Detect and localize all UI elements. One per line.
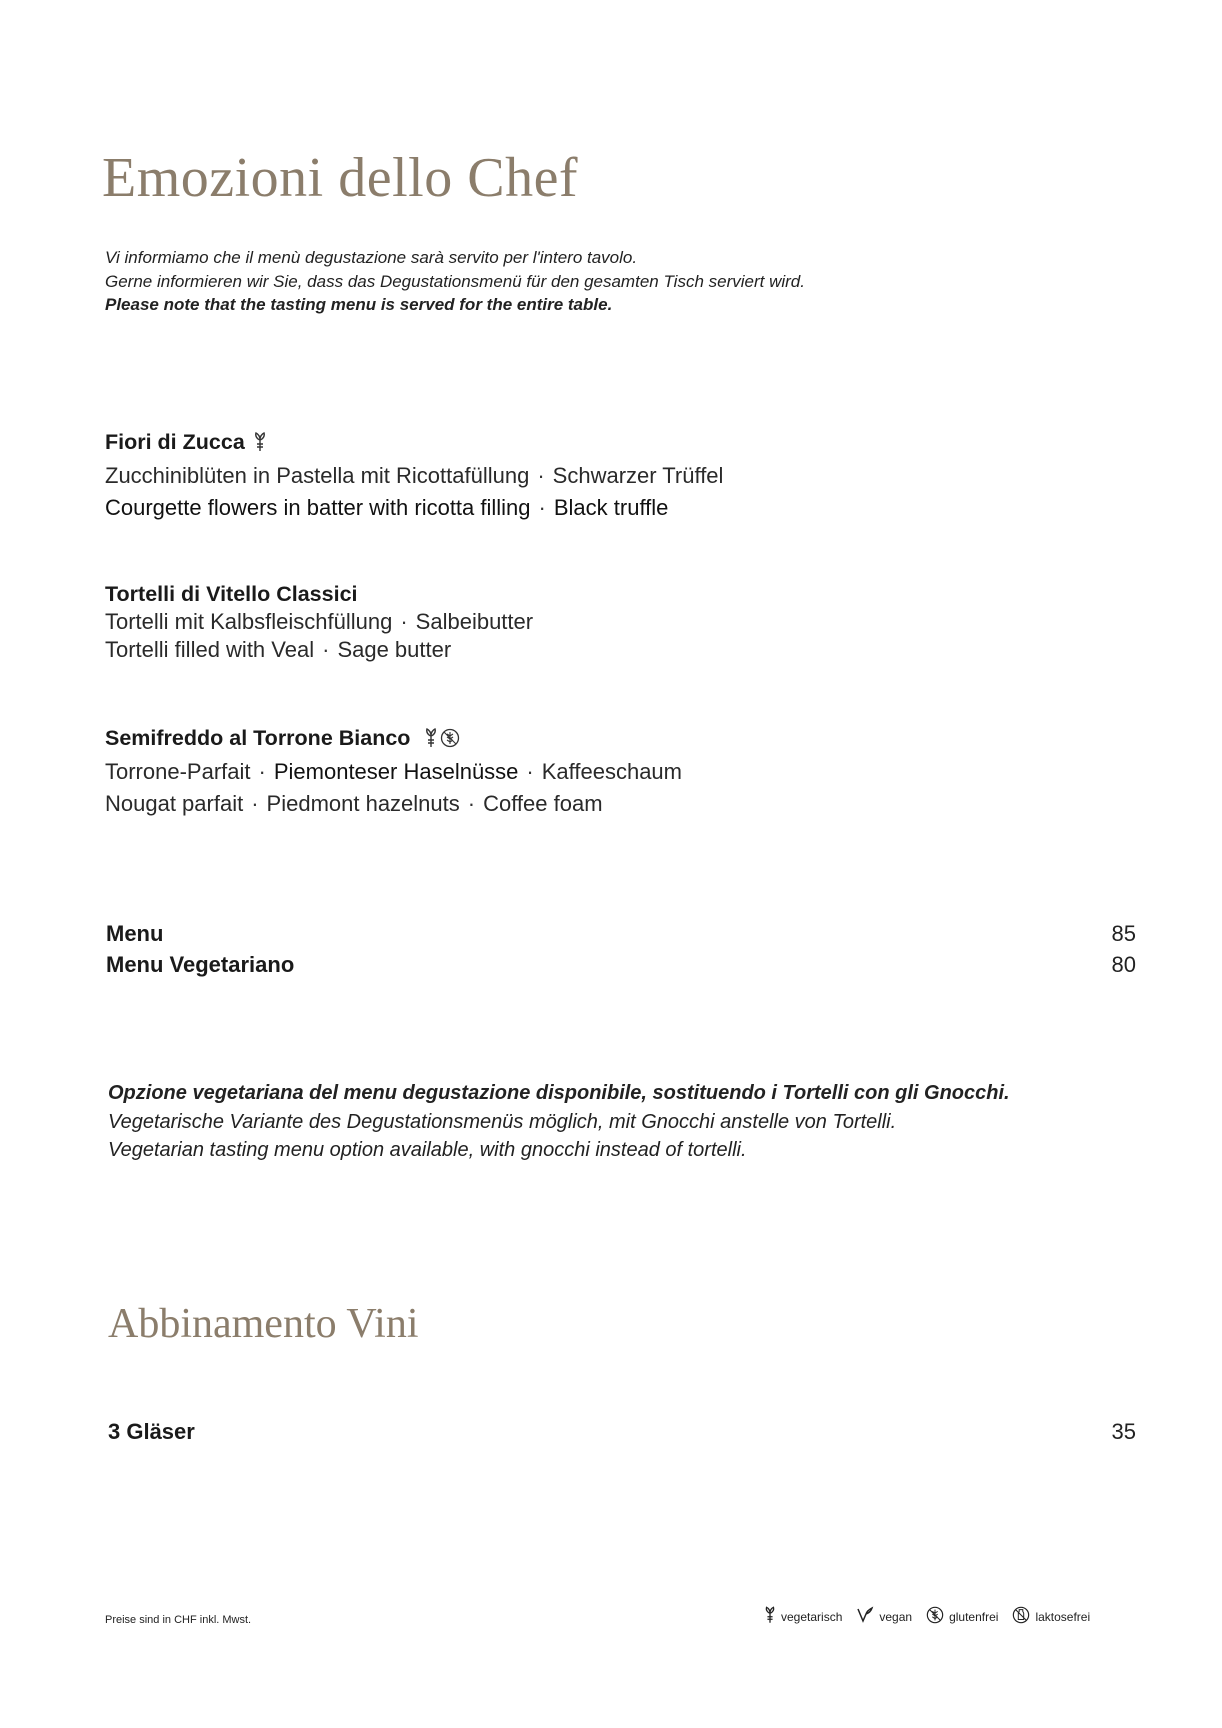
dish-desc-en: Nougat parfait xyxy=(105,791,244,816)
dish-desc-de: Salbeibutter xyxy=(415,609,534,634)
gluten-free-icon xyxy=(926,1606,949,1627)
vegan-icon xyxy=(856,1606,879,1627)
dish-name: Tortelli di Vitello Classici xyxy=(105,582,358,606)
dish-desc-en: Piedmont hazelnuts xyxy=(266,791,460,816)
table-notice xyxy=(105,246,805,317)
vegetarian-icon xyxy=(253,430,267,460)
dish-desc-de: Piemonteser Haselnüsse xyxy=(273,759,519,784)
lactose-free-icon xyxy=(1012,1606,1035,1627)
legend-item-lactose-free xyxy=(1012,1606,1090,1627)
legend-label: glutenfrei xyxy=(949,1609,999,1624)
vegetarian-note-it: Opzione vegetariana del menu degustazione disponibile, sostituendo i Tortelli con gli Gnocchi. xyxy=(108,1082,1010,1104)
notice-de: Gerne informieren wir Sie, dass das Degustationsmenü für den gesamten Tisch serviert wird. xyxy=(105,271,805,291)
legend-label: laktosefrei xyxy=(1035,1609,1091,1624)
dish-name: Semifreddo al Torrone Bianco xyxy=(105,726,411,750)
dish-desc-en: Black truffle xyxy=(553,495,669,520)
legend-label: vegan xyxy=(879,1609,913,1624)
price-value: 85 xyxy=(1111,921,1136,946)
icon-legend xyxy=(764,1606,1090,1627)
legend-label: vegetarisch xyxy=(781,1609,843,1624)
wine-section-title: Abbinamento Vini xyxy=(108,1301,419,1347)
dish-semifreddo: Semifreddo al Torrone Bianco Torrone-Parfait · Piemonteser Haselnüsse · Kaffeeschaum Nougat parfait · Piedmont hazelnuts · Coffee foam xyxy=(105,726,682,816)
price-row-menu xyxy=(106,918,1136,949)
price-note: Preise sind in CHF inkl. Mwst. xyxy=(105,1614,252,1626)
vegetarian-icon xyxy=(764,1606,781,1627)
gluten-free-icon xyxy=(440,726,460,756)
dish-desc-de: Zucchiniblüten in Pastella mit Ricottafüllung xyxy=(105,463,530,488)
dish-name: Fiori di Zucca xyxy=(105,430,245,454)
dish-desc-en: Sage butter xyxy=(337,637,452,662)
legend-item-vegetarian xyxy=(764,1606,842,1627)
dish-tortelli-di-vitello: Tortelli di Vitello Classici Tortelli mit Kalbsfleischfüllung · Salbeibutter Tortelli filled with Veal · Sage butter xyxy=(105,582,534,662)
dish-desc-de: Torrone-Parfait xyxy=(105,759,251,784)
notice-it: Vi informiamo che il menù degustazione sarà servito per l'intero tavolo. xyxy=(105,248,638,267)
price-label: Menu Vegetariano xyxy=(106,952,295,977)
price-value: 35 xyxy=(1111,1419,1136,1444)
dish-desc-en: Tortelli filled with Veal xyxy=(105,637,315,662)
price-row-menu-vegetariano xyxy=(106,949,1136,980)
price-row-wine xyxy=(108,1416,1136,1447)
vegetarian-note xyxy=(108,1079,1010,1165)
dish-desc-de: Tortelli mit Kalbsfleischfüllung xyxy=(105,609,393,634)
vegetarian-note-de: Vegetarische Variante des Degustationsmenüs möglich, mit Gnocchi anstelle von Tortelli. xyxy=(108,1110,897,1133)
dish-desc-de: Schwarzer Trüffel xyxy=(552,463,724,488)
notice-en: Please note that the tasting menu is served for the entire table. xyxy=(105,295,613,314)
price-label: Menu xyxy=(106,921,164,946)
page-title: Emozioni dello Chef xyxy=(102,147,579,209)
legend-item-vegan xyxy=(856,1606,912,1627)
dish-fiori-di-zucca: Fiori di Zucca Zucchiniblüten in Pastella mit Ricottafüllung · Schwarzer Trüffel Courgette flowers in batter with ricotta filling · Black truffle xyxy=(105,430,724,520)
legend-item-gluten-free xyxy=(926,1606,998,1627)
vegetarian-icon xyxy=(424,726,438,756)
price-label: 3 Gläser xyxy=(108,1419,195,1444)
dish-desc-en: Coffee foam xyxy=(483,791,603,816)
vegetarian-note-en: Vegetarian tasting menu option available, with gnocchi instead of tortelli. xyxy=(108,1139,747,1161)
dish-desc-de: Kaffeeschaum xyxy=(541,759,682,784)
price-value: 80 xyxy=(1111,952,1136,977)
dish-desc-en: Courgette flowers in batter with ricotta filling xyxy=(105,495,531,520)
